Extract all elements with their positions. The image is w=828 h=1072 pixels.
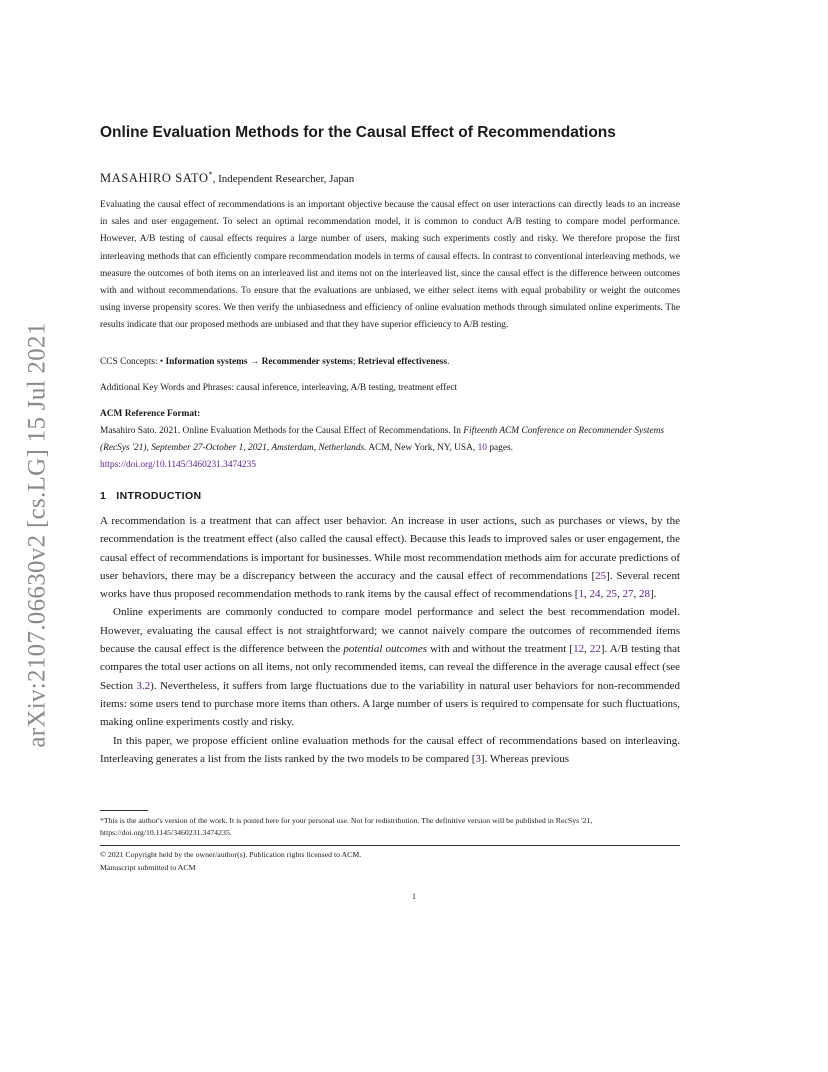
ccs-concept-1: Information systems → Recommender systems	[165, 357, 353, 367]
introduction-body	[100, 512, 680, 768]
paragraph-1: A recommendation is a treatment that can affect user behavior. An increase in user actions, such as purchases or views, by the recommendation is the treatment effect (also called the causal effect). Because this leads to improved sales or user engagement, the causal effect of recommendations is important for businesses. While most recommendation methods aim for accurate predictions of user behaviors, there may be a discrepancy between the accuracy and the causal effect of recommendations [25]. Several recent works have thus proposed recommendation methods to rank items by the causal effect of recommendations [1, 24, 25, 27, 28].	[100, 515, 680, 601]
citation-link[interactable]: 25	[595, 569, 607, 582]
section-title: INTRODUCTION	[116, 490, 202, 502]
reference-format-text	[100, 423, 680, 474]
paragraph-text: ]. A/B testing that compares the total user actions on all items, not only recommended items, can reveal the difference in the average causal effect (see Section	[100, 643, 681, 692]
acm-reference-format	[100, 406, 680, 474]
page-number: 1	[412, 892, 416, 901]
reference-pages-link[interactable]: 10	[477, 443, 487, 453]
author-affiliation: , Independent Researcher, Japan	[212, 173, 355, 186]
paragraph-text: A recommendation is a treatment that can affect user behavior. An increase in user actions, such as purchases or views, by the recommendation is the treatment effect (also called the causal effect). Because this leads to improved sales or user engagement, the causal effect of recommendations is important for businesses. While most recommendation methods aim for accurate predictions of user behaviors, there may be a discrepancy between the accuracy and the causal effect of recommendations [	[100, 515, 680, 582]
author-footnote-mark: *	[208, 170, 213, 179]
paragraph-3	[100, 732, 680, 769]
reference-format-label: ACM Reference Format:	[100, 409, 201, 419]
doi-link[interactable]: https://doi.org/10.1145/3460231.3474235	[100, 460, 256, 470]
author-name: MASAHIRO SATO	[100, 171, 209, 186]
section-heading-introduction	[100, 490, 202, 502]
citation-link[interactable]: 28	[638, 588, 650, 601]
paper-title: Online Evaluation Methods for the Causal Effect of Recommendations	[100, 124, 616, 141]
ccs-end: .	[447, 357, 450, 367]
citation-link[interactable]: 27	[622, 588, 634, 601]
citation-link[interactable]: 3	[475, 752, 481, 765]
reference-venue: Fifteenth ACM Conference on Recommender Systems (RecSys '21), September 27-October 1, 2021, Amsterdam, Netherlands.	[100, 426, 665, 453]
paragraph-text: ). Nevertheless, it suffers from large fluctuations due to the variability in natural user behaviors for non-recommended items: some users tend to purchase more items than others. A large number of users is required to compensate for such fluctuations, making online experiments costly and risky.	[100, 679, 680, 729]
copyright-rule	[100, 845, 680, 846]
copyright-notice: © 2021 Copyright held by the owner/author(s). Publication rights licensed to ACM.	[100, 850, 362, 859]
citation-link[interactable]: 24	[589, 588, 601, 601]
paragraph-2: Online experiments are commonly conducted to compare model performance and select the best recommendation model. However, evaluating the causal effect is not straightforward; we cannot naively compare the outcomes of recommended items because the causal effect is the difference between the potential outcomes with and without the treatment [12, 22]. A/B testing that compares the total user actions on all items, not only recommended items, can reveal the difference in the average causal effect (see Section 3.2). Nevertheless, it suffers from large fluctuations due to the variability in natural user behaviors for non-recommended items: some users tend to purchase more items than others. A large number of users is required to compensate for such fluctuations, making online experiments costly and risky.	[100, 606, 681, 729]
section-reference-link[interactable]: 3.2	[136, 679, 151, 692]
arxiv-identifier-stamp	[18, 300, 58, 770]
citation-link[interactable]: 12	[573, 643, 585, 656]
section-number: 1	[100, 490, 107, 502]
author-footnote: *This is the author's version of the work. It is posted here for your personal use. Not for redistribution. The definitive version will be published in RecSys '21, https://doi.org/10.1145/3460231.3474235.	[100, 816, 593, 837]
paragraph-text: ]. Whereas previous	[480, 752, 569, 765]
paragraph-text: with and without the treatment [	[427, 643, 574, 656]
citation-link[interactable]: 1	[578, 588, 584, 601]
abstract: Evaluating the causal effect of recommendations is an important objective because the causal effect on user interactions can directly leads to an increase in sales and user engagement. To select an optimal recommendation model, it is common to conduct A/B testing to compare model performance. However, A/B testing of causal effects requires a large number of users, making such experiments costly and risky. We therefore propose the first interleaving methods that can efficiently compare recommendation models in terms of causal effects. In contrast to conventional interleaving methods, we measure the outcomes of both items on an interleaved list and items not on the interleaved list, since the causal effect is the difference between outcomes with and without recommendations. To ensure that the evaluations are unbiased, we either select items with equal probability or weight the outcomes using inverse propensity scores. We then verify the unbiasedness and efficiency of online evaluation methods through simulated online experiments. The results indicate that our proposed methods are unbiased and that they have superior efficiency to A/B testing.	[100, 200, 680, 331]
keywords: Additional Key Words and Phrases: causal inference, interleaving, A/B testing, treatment effect	[100, 383, 458, 393]
reference-text-middle: ACM, New York, NY, USA,	[366, 443, 478, 453]
arxiv-identifier-text: arXiv:2107.06630v2 [cs.LG] 15 Jul 2021	[24, 322, 51, 748]
paragraph-text: ]. Several recent works have thus proposed recommendation methods to rank items by the causal effect of recommendations [	[100, 569, 680, 601]
ccs-concepts	[100, 357, 449, 367]
ccs-concept-2: Retrieval effectiveness	[357, 357, 448, 367]
author-line	[100, 170, 354, 186]
footnote-rule	[100, 810, 148, 811]
reference-text-end: pages.	[486, 443, 514, 453]
ccs-separator: ;	[352, 357, 358, 367]
paragraph-text: ].	[649, 588, 657, 601]
reference-text-start: Masahiro Sato. 2021. Online Evaluation Methods for the Causal Effect of Recommendations. In	[100, 426, 464, 436]
citation-link[interactable]: 22	[589, 643, 601, 656]
citation-link[interactable]: 25	[605, 588, 617, 601]
paragraph-text: Online experiments are commonly conducted to compare model performance and select the best recommendation model. However, evaluating the causal effect is not straightforward; we cannot naively compare the outcomes of recommended items because the causal effect is the difference between the	[100, 606, 680, 656]
copyright-block	[100, 849, 361, 874]
manuscript-notice: Manuscript submitted to ACM	[100, 862, 196, 872]
emphasis-text: potential outcomes	[343, 643, 428, 656]
ccs-prefix: CCS Concepts: •	[100, 357, 166, 367]
paragraph-text: In this paper, we propose efficient online evaluation methods for the causal effect of recommendations based on interleaving. Interleaving generates a list from the lists ranked by the two models to be compared [	[100, 734, 680, 765]
